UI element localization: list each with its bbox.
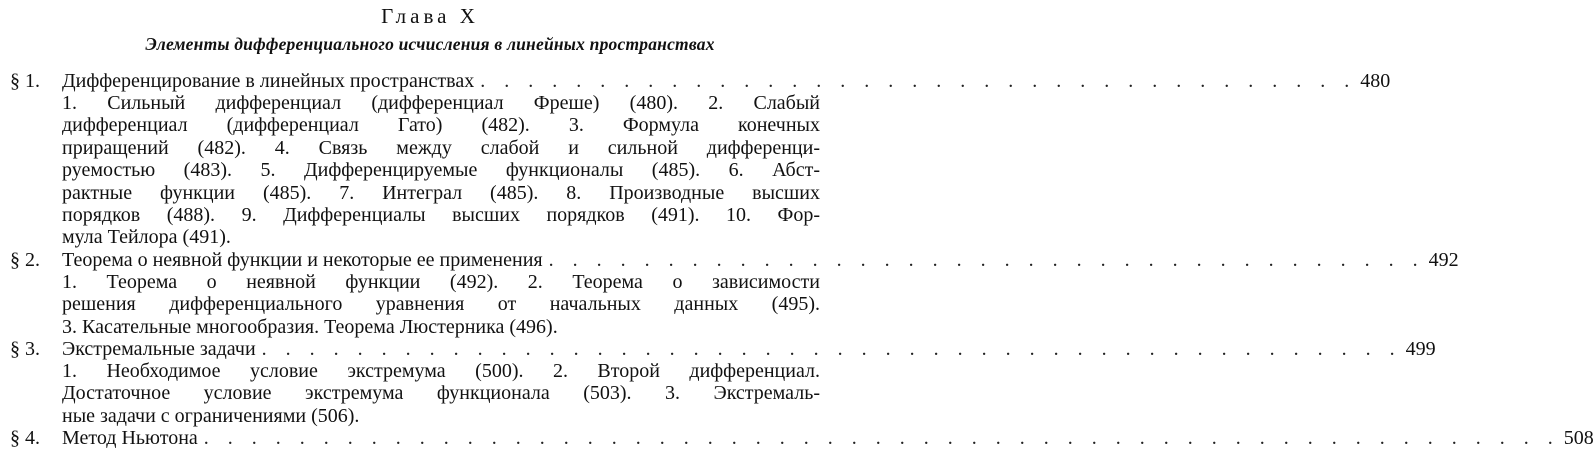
section-title: Экстремальные задачи <box>62 338 256 361</box>
dot-leader: . . . . . . . . . . . . . . . . . . . . . . . . . . . . . . . . . . . . . . . . . . . . . . . . . . . . . . . . . <box>203 427 1560 450</box>
section-title: Дифференцирование в линейных пространствах <box>62 70 475 92</box>
section-number: § 4. <box>10 427 40 450</box>
section-contents <box>62 271 820 338</box>
contents-line: Достаточное условие экстремума функционала (503). 3. Экстремаль- <box>62 382 820 405</box>
chapter-title: Элементы дифференциального исчисления в линейных пространствах <box>145 34 715 54</box>
chapter-label: Глава X <box>381 4 479 28</box>
section-number: § 3. <box>10 338 40 361</box>
contents-line: рактные функции (485). 7. Интеграл (485). 8. Производные высших <box>62 181 820 204</box>
contents-line: 1. Необходимое условие экстремума (500). 2. Второй дифференциал. <box>62 360 820 383</box>
section-number: § 1. <box>10 70 40 92</box>
toc-section-heading[interactable] <box>10 427 1594 450</box>
contents-line: дифференциал (дифференциал Гато) (482). 3. Формула конечных <box>62 114 820 137</box>
contents-line: мула Тейлора (491). <box>62 226 231 249</box>
contents-line: 3. Касательные многообразия. Теорема Люстерника (496). <box>62 315 558 338</box>
toc-section-2 <box>10 248 1459 338</box>
dot-leader: . . . . . . . . . . . . . . . . . . . . . . . . . . . . . . . . . . . . . <box>480 70 1357 92</box>
section-contents <box>62 360 820 427</box>
section-title: Метод Ньютона <box>62 427 198 450</box>
contents-line: порядков (488). 9. Дифференциалы высших порядков (491). 10. Фор- <box>62 204 820 227</box>
dot-leader: . . . . . . . . . . . . . . . . . . . . . . . . . . . . . . . . . . . . . . . . . . . . . . . . <box>261 338 1402 361</box>
page-number: 499 <box>1405 338 1436 361</box>
contents-line: 1. Теорема о неявной функции (492). 2. Теорема о зависимости <box>62 270 820 293</box>
section-number: § 2. <box>10 248 40 271</box>
contents-line: ные задачи с ограничениями (506). <box>62 404 360 427</box>
toc-section-heading[interactable] <box>10 338 1436 361</box>
section-title: Теорема о неявной функции и некоторые ее применения <box>62 248 543 271</box>
contents-line: 1. Сильный дифференциал (дифференциал Фреше) (480). 2. Слабый <box>62 92 820 114</box>
toc-section-heading[interactable] <box>10 248 1459 271</box>
dot-leader: . . . . . . . . . . . . . . . . . . . . . . . . . . . . . . . . . . . . . <box>548 248 1425 271</box>
section-contents <box>62 92 820 249</box>
toc-section-1 <box>10 70 1391 249</box>
page-number: 508 <box>1563 427 1594 450</box>
toc-section-heading[interactable] <box>10 70 1391 92</box>
table-of-contents <box>10 70 1594 450</box>
contents-line: решения дифференциального уравнения от начальных данных (495). <box>62 293 820 316</box>
page-number: 492 <box>1428 248 1459 271</box>
toc-section-3 <box>10 338 1436 427</box>
contents-line: приращений (482). 4. Связь между слабой и сильной дифференци- <box>62 136 820 159</box>
toc-section-4 <box>10 427 1594 450</box>
page-number: 480 <box>1360 70 1391 92</box>
contents-line: руемостью (483). 5. Дифференцируемые функционалы (485). 6. Абст- <box>62 159 820 182</box>
